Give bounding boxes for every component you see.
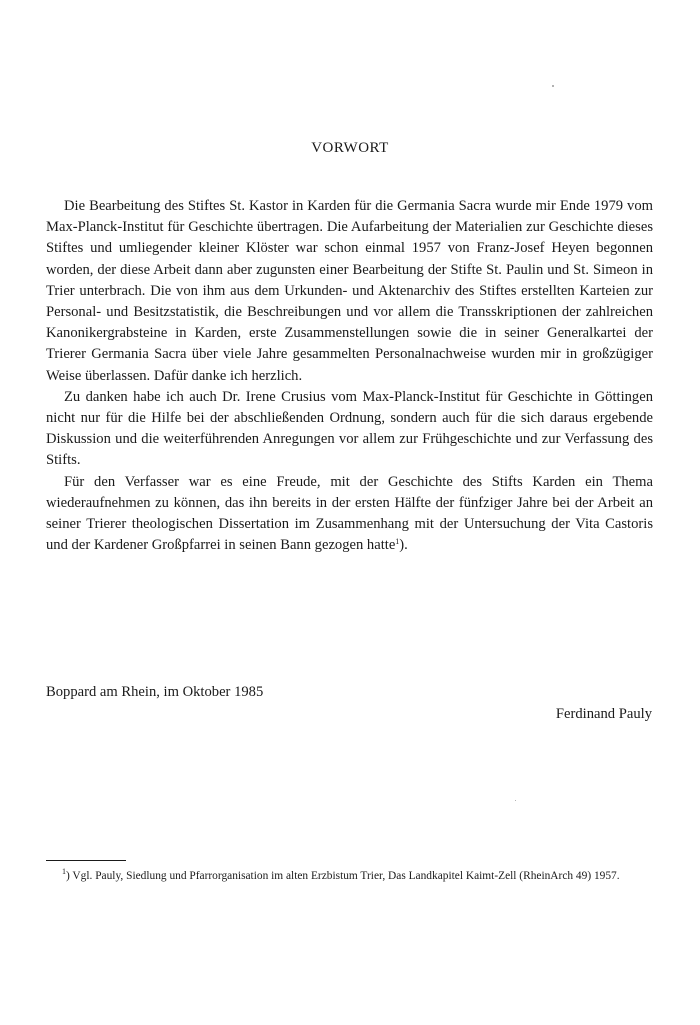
footnote-marker: 1	[62, 867, 66, 876]
paragraph-3-text: Für den Verfasser war es eine Freude, mit der Geschichte des Stifts Karden ein Thema wiederaufnehmen zu können, das ihn bereits in der ersten Hälfte der fünfziger Jahre bei der Arbeit an seiner Trierer theologischen Dissertation im Zusammenhang mit der Untersuchung der Vita Castoris und der Kardener Großpfarrei in seinen Bann gezogen hatte	[46, 473, 653, 554]
footnote-reference: 1	[395, 537, 400, 547]
page-title: VORWORT	[311, 140, 389, 156]
paragraph-2: Zu danken habe ich auch Dr. Irene Crusius vom Max-Planck-Institut für Geschichte in Göttingen nicht nur für die Hilfe bei der abschließenden Ordnung, sondern auch für die sich daraus ergebende Diskussion und die weiterführenden Anregungen vor allem zur Frühgeschichte und zur Verfassung des Stifts.	[46, 388, 653, 469]
preface-body	[46, 196, 653, 556]
footnote-text: ) Vgl. Pauly, Siedlung und Pfarrorganisation im alten Erzbistum Trier, Das Landkapitel Kaimt-Zell (RheinArch 49) 1957.	[66, 870, 620, 882]
paragraph-3	[46, 472, 653, 557]
author-signature: Ferdinand Pauly	[555, 706, 652, 722]
paragraph-1: Die Bearbeitung des Stiftes St. Kastor in Karden für die Germania Sacra wurde mir Ende 1979 vom Max-Planck-Institut für Geschichte übertragen. Die Aufarbeitung der Materialien zur Geschichte dieses Stiftes und umliegender kleiner Klöster war schon einmal 1957 von Franz-Josef Heyen begonnen worden, der diese Arbeit dann aber zugunsten einer Bearbeitung der Stifte St. Paulin und St. Simeon in Trier unterbrach. Die von ihm aus dem Urkunden- und Aktenarchiv des Stiftes erstellten Karteien zur Personal- und Besitzstatistik, die Beschreibungen und vor allem die Transskriptionen der zahlreichen Kanonikergrabsteine in Karden, erste Zusammenstellungen sowie die in seiner Generalkartei der Trierer Germania Sacra über viele Jahre gesammelten Personalnachweise wurden mir in großzügiger Weise überlassen. Dafür danke ich herzlich.	[46, 198, 653, 384]
scan-speck	[552, 85, 554, 87]
footnote-divider	[46, 860, 126, 861]
scan-speck	[515, 800, 516, 801]
footnote	[46, 868, 653, 884]
paragraph-3-end: ).	[399, 537, 408, 554]
place-date: Boppard am Rhein, im Oktober 1985	[46, 684, 264, 700]
